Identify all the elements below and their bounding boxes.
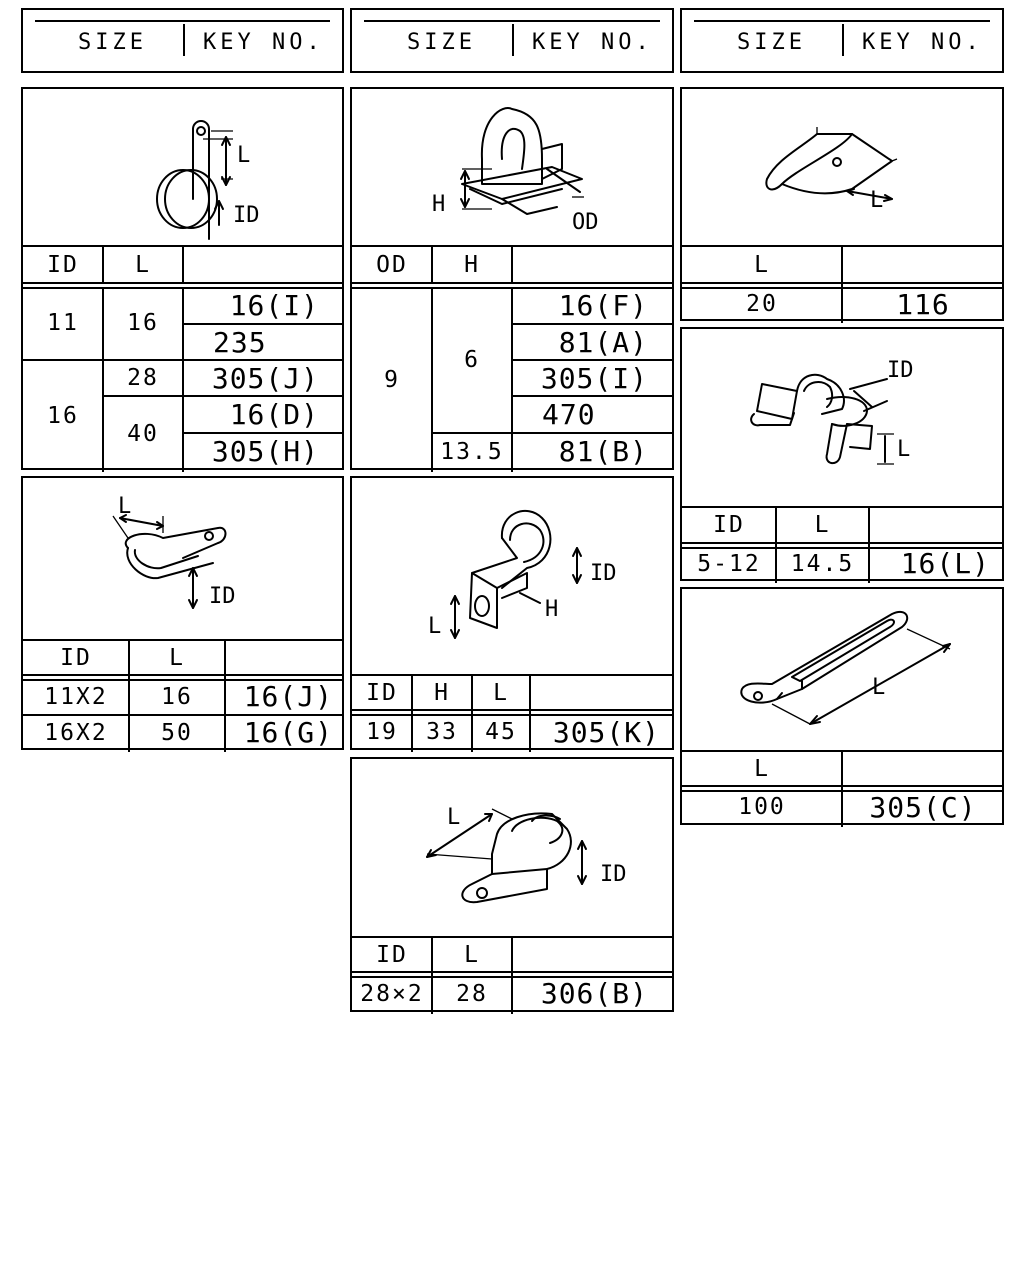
size-label: SIZE — [407, 30, 476, 55]
table-cell-od: 9 — [384, 366, 400, 393]
table-cell-key: 16(F) — [558, 288, 648, 322]
table-cell-l: 40 — [127, 421, 159, 447]
part-panel-double-clamp — [350, 757, 674, 1012]
dim-od-label: OD — [572, 210, 599, 235]
table-cell-id: 28×2 — [360, 980, 424, 1007]
key-no-label: KEY NO. — [203, 30, 324, 55]
table-cell-key: 81(A) — [558, 325, 648, 359]
strap-drawing — [682, 589, 1006, 749]
table-cell-l: 14.5 — [790, 550, 855, 577]
dim-l-label: L — [870, 188, 884, 213]
part-panel-push-clip — [350, 87, 674, 470]
dim-id-label: ID — [209, 584, 236, 609]
table-cell-key: 306(B) — [540, 977, 648, 1010]
dim-id-label: ID — [233, 203, 260, 228]
header-col-1 — [21, 8, 344, 73]
push-clip-drawing — [352, 89, 676, 249]
dim-id-label: ID — [600, 862, 627, 887]
header-col-3 — [680, 8, 1004, 73]
loop-clip-drawing — [23, 478, 346, 638]
table-cell-l: 50 — [161, 719, 193, 746]
table-cell-id: 5-12 — [697, 550, 761, 577]
table-cell-id: 11X2 — [44, 683, 108, 710]
col-header-l: L — [135, 251, 151, 278]
table-cell-h: 6 — [464, 346, 480, 373]
header-col-2 — [350, 8, 674, 73]
table-cell-key: 235 — [213, 325, 267, 359]
double-clamp-drawing — [352, 759, 676, 939]
table-cell-key: 16(J) — [243, 680, 333, 713]
col-header-id: ID — [366, 679, 398, 706]
dim-id-label: ID — [887, 358, 914, 383]
table-cell-key: 81(B) — [558, 435, 648, 468]
table-cell-l: 100 — [738, 794, 786, 820]
part-panel-loop-clip — [21, 476, 344, 750]
col-header-id: ID — [713, 512, 745, 538]
table-cell-id: 16X2 — [44, 719, 108, 746]
table-cell-l: 45 — [485, 719, 517, 745]
col-header-l: L — [754, 755, 770, 782]
dim-l-label: L — [872, 675, 886, 700]
part-panel-round-clamp — [21, 87, 344, 470]
table-cell-key: 16(L) — [900, 547, 990, 580]
dim-l-label: L — [118, 494, 132, 519]
table-cell-key: 305(K) — [552, 715, 660, 749]
table-cell-id: 19 — [366, 719, 398, 745]
table-cell-key: 305(J) — [211, 361, 319, 395]
key-no-label: KEY NO. — [862, 30, 983, 55]
table-cell-l: 16 — [127, 310, 159, 336]
round-clamp-drawing — [23, 89, 346, 249]
dim-l-label: L — [428, 614, 442, 639]
table-cell-key: 470 — [542, 397, 596, 431]
size-label: SIZE — [737, 30, 806, 55]
p-clip-drawing — [352, 478, 676, 678]
col-header-l: L — [464, 941, 480, 968]
table-cell-l: 28 — [127, 365, 159, 391]
table-cell-l: 28 — [456, 980, 488, 1007]
key-no-label: KEY NO. — [532, 30, 653, 55]
table-cell-id: 16 — [47, 403, 79, 429]
dim-l-label: L — [897, 437, 911, 462]
col-header-id: ID — [60, 644, 92, 671]
dim-h-label: H — [545, 597, 559, 622]
table-cell-key: 16(I) — [229, 288, 319, 322]
col-header-h: H — [464, 251, 480, 278]
tab-bracket-drawing — [682, 89, 1006, 249]
col-header-l: L — [814, 512, 831, 538]
part-panel-tab-bracket — [680, 87, 1004, 321]
table-cell-id: 11 — [47, 310, 79, 336]
table-cell-h: 13.5 — [440, 438, 504, 465]
table-cell-key: 305(I) — [540, 361, 648, 395]
table-cell-h: 33 — [426, 719, 458, 745]
dim-id-label: ID — [590, 561, 617, 586]
table-cell-key: 305(H) — [211, 435, 319, 468]
table-cell-key: 305(C) — [869, 790, 977, 824]
table-cell-key: 16(G) — [243, 716, 333, 749]
part-panel-p-clip — [350, 476, 674, 750]
col-header-l: L — [169, 644, 185, 671]
table-cell-key: 16(D) — [229, 397, 319, 431]
part-panel-harness-clip — [680, 327, 1004, 581]
table-cell-l: 16 — [161, 683, 193, 710]
part-panel-strap — [680, 587, 1004, 825]
dim-h-label: H — [432, 192, 446, 217]
table-cell-key: 116 — [896, 287, 950, 321]
table-cell-l: 20 — [746, 291, 778, 317]
harness-clip-drawing — [682, 329, 1006, 509]
col-header-od: OD — [376, 251, 408, 278]
dim-l-label: L — [447, 805, 461, 830]
col-header-id: ID — [47, 251, 79, 278]
col-header-l: L — [493, 679, 509, 706]
col-header-id: ID — [376, 941, 408, 968]
col-header-l: L — [754, 251, 770, 278]
size-label: SIZE — [78, 30, 147, 55]
col-header-h: H — [434, 679, 450, 706]
dim-l-label: L — [237, 143, 251, 168]
